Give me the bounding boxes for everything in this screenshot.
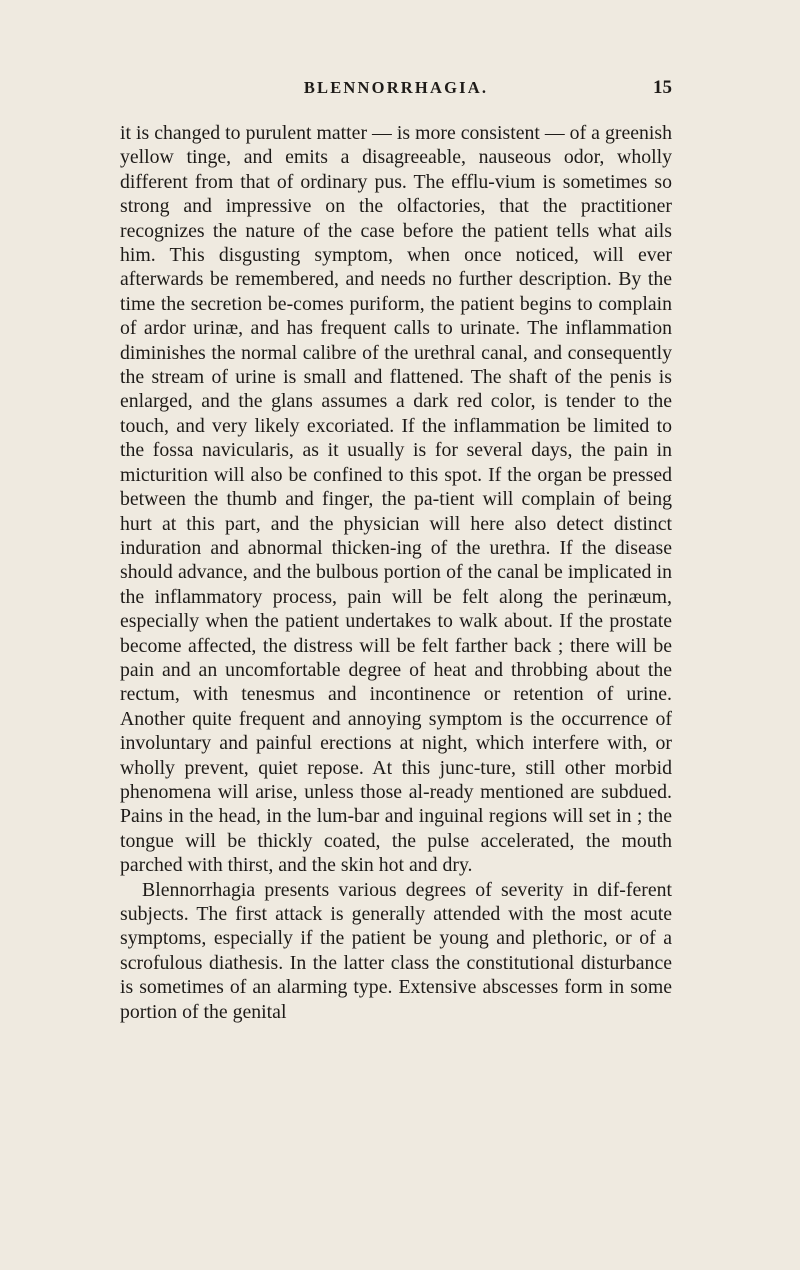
page-header [120, 78, 672, 102]
paragraph-1: it is changed to purulent matter — is more consistent — of a greenish yellow tinge, and emits a disagreeable, nauseous odor, wholly different from that of ordinary pus. The efflu-vium is sometimes so strong and impressive on the olfactories, that the practitioner recognizes the nature of the case before the patient tells what ails him. This disgusting symptom, when once noticed, will ever afterwards be remembered, and needs no further description. By the time the secretion be-comes puriform, the patient begins to complain of ardor urinæ, and has frequent calls to urinate. The inflammation diminishes the normal calibre of the urethral canal, and consequently the stream of urine is small and flattened. The shaft of the penis is enlarged, and the glans assumes a dark red color, is tender to the touch, and very likely excoriated. If the inflammation be limited to the fossa navicularis, as it usually is for several days, the pain in micturition will also be confined to this spot. If the organ be pressed between the thumb and finger, the pa-tient will complain of being hurt at this part, and the physician will here also detect distinct induration and abnormal thicken-ing of the urethra. If the disease should advance, and the bulbous portion of the canal be implicated in the inflammatory process, pain will be felt along the perinæum, especially when the patient undertakes to walk about. If the prostate become affected, the distress will be felt farther back ; there will be pain and an uncomfortable degree of heat and throbbing about the rectum, with tenesmus and incontinence or retention of urine. Another quite frequent and annoying symptom is the occurrence of involuntary and painful erections at night, which interfere with, or wholly prevent, quiet repose. At this junc-ture, still other morbid phenomena will arise, unless those al-ready mentioned are subdued. Pains in the head, in the lum-bar and inguinal regions will set in ; the tongue will be thickly coated, the pulse accelerated, the mouth parched with thirst, and the skin hot and dry. [120, 122, 672, 877]
running-title: BLENNORRHAGIA. [303, 78, 489, 97]
page-number: 15 [653, 77, 672, 98]
body-text [120, 121, 672, 1024]
paragraph-2: Blennorrhagia presents various degrees of severity in dif-ferent subjects. The first attack is generally attended with the most acute symptoms, especially if the patient be young and plethoric, or of a scrofulous diathesis. In the latter class the constitutional disturbance is sometimes of an alarming type. Extensive abscesses form in some portion of the genital [120, 878, 672, 1023]
